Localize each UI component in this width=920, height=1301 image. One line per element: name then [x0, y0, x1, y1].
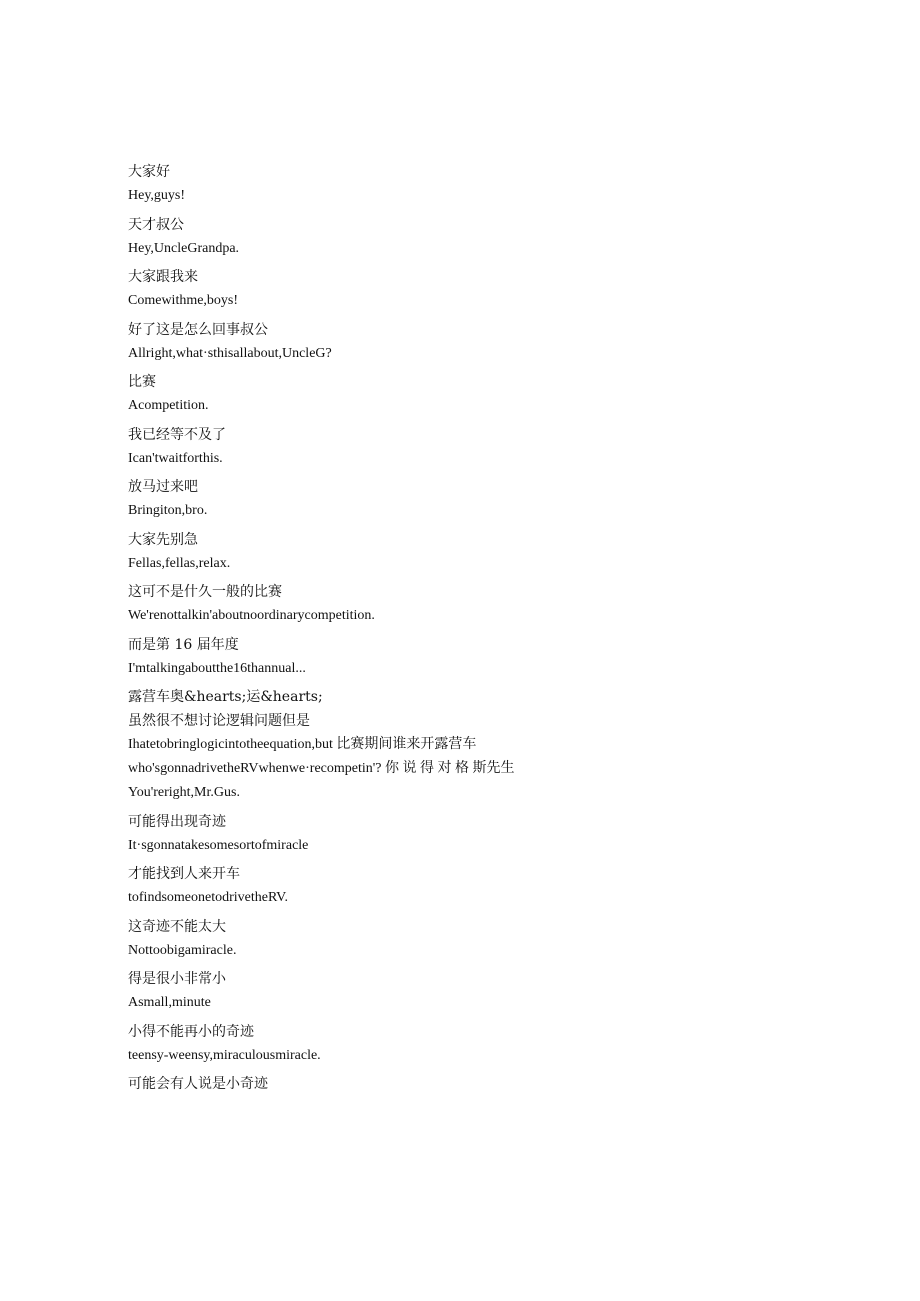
transcript-line-en: Allright,what·sthisallabout,UncleG?	[128, 345, 332, 361]
transcript-line-zh: 我已经等不及了	[128, 426, 226, 443]
subtitle-transcript	[128, 160, 528, 1096]
transcript-line-en: Acompetition.	[128, 398, 209, 413]
transcript-line-zh: 放马过来吧	[128, 479, 198, 495]
transcript-line-zh: 才能找到人来开车	[128, 866, 240, 882]
transcript-line-en: It·sgonnatakesomesortofmiracle	[128, 837, 309, 853]
transcript-line-en: Nottoobigamiracle.	[128, 942, 237, 958]
transcript-line-mixed: who'sgonnadrivetheRVwhenwe·recompetin'? 你 说 得 对 格 斯先生	[128, 761, 515, 776]
transcript-line-en: Asmall,minute	[128, 995, 211, 1010]
transcript-line-zh: 小得不能再小的奇迹	[128, 1023, 254, 1040]
transcript-line-en: Fellas,fellas,relax.	[128, 555, 231, 571]
transcript-line-en: tofindsomeonetodrivetheRV.	[128, 890, 288, 905]
transcript-line-en: You'reright,Mr.Gus.	[128, 785, 240, 800]
transcript-line-zh: 露营车奥&hearts;运&hearts;	[128, 689, 323, 705]
transcript-line-zh: 这可不是什久一般的比赛	[128, 584, 282, 600]
transcript-line-en: Ican'twaitforthis.	[128, 450, 223, 466]
transcript-line-zh: 天才叔公	[128, 216, 184, 233]
transcript-line-zh: 而是第 16 届年度	[128, 636, 239, 653]
transcript-line-zh: 得是很小非常小	[128, 971, 226, 987]
transcript-line-en: Hey,UncleGrandpa.	[128, 240, 240, 256]
transcript-line-en: We'renottalkin'aboutnoordinarycompetition.	[128, 608, 375, 623]
transcript-line-en: teensy-weensy,miraculousmiracle.	[128, 1047, 321, 1063]
transcript-line-zh: 这奇迹不能太大	[128, 918, 226, 935]
transcript-line-zh: 好了这是怎么回事叔公	[128, 321, 268, 338]
transcript-line-en: Hey,guys!	[128, 188, 186, 203]
transcript-line-zh: 大家先别急	[128, 531, 198, 548]
transcript-line-en: Bringiton,bro.	[128, 503, 208, 518]
transcript-line-en: I'mtalkingaboutthe16thannual...	[128, 660, 306, 676]
transcript-line-en: Comewithme,boys!	[128, 293, 239, 308]
transcript-line-zh: 大家跟我来	[128, 269, 198, 285]
transcript-line-zh: 可能得出现奇迹	[128, 813, 226, 830]
transcript-line-zh: 比赛	[128, 374, 156, 390]
transcript-line-mixed: Ihatetobringlogicintotheequation,but 比赛期间谁来开露营车	[128, 737, 477, 752]
transcript-line-zh: 虽然很不想讨论逻辑问题但是	[128, 713, 310, 729]
transcript-line-zh: 可能会有人说是小奇迹	[128, 1076, 268, 1092]
transcript-line-zh: 大家好	[128, 164, 170, 180]
